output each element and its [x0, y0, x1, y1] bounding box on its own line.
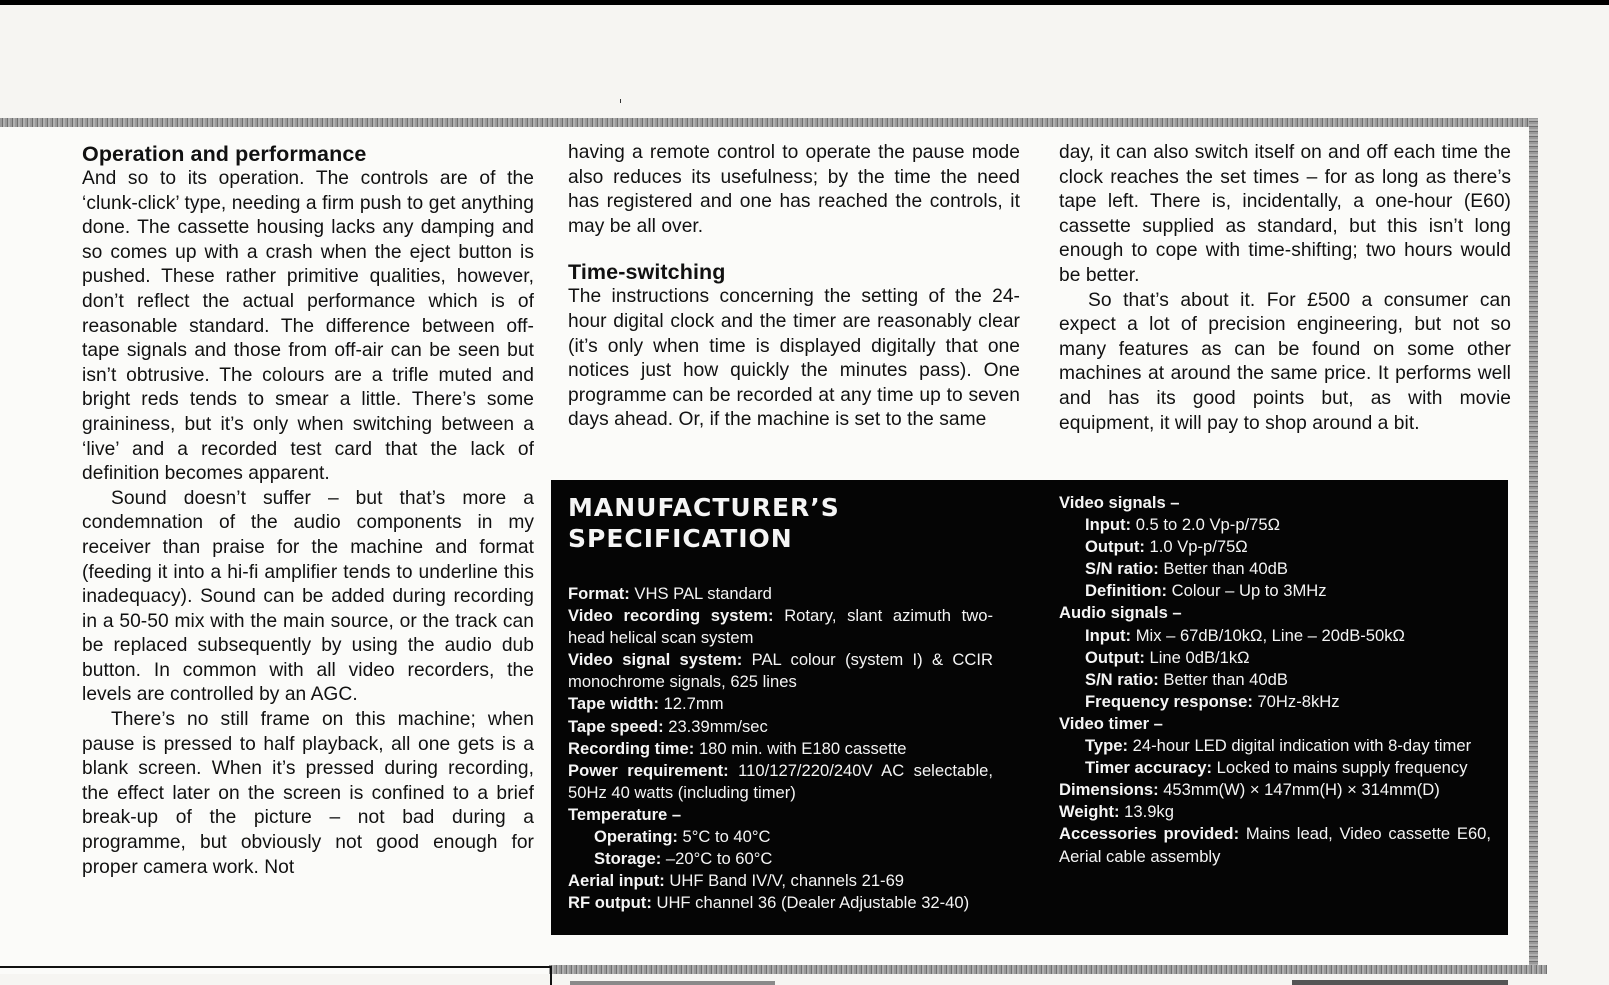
spec-label: Video timer – — [1059, 713, 1163, 733]
spec-label: Video signal system — [568, 650, 737, 670]
spec-label: Temperature – — [568, 804, 682, 824]
spec-item-video-sn-ratio — [1059, 558, 1491, 580]
label-separator: : — [1125, 625, 1136, 645]
spec-item-operating-temperature — [568, 826, 993, 848]
spec-value: 24-hour LED digital indication with 8-day timer — [1132, 736, 1472, 756]
spec-value: 12.7mm — [663, 694, 724, 714]
spec-value: –20°C to 60°C — [665, 849, 773, 869]
spec-group-video-timer — [1059, 713, 1491, 735]
spec-label: Timer accuracy — [1085, 758, 1207, 778]
spec-value: Mix – 67dB/10kΩ, Line – 20dB-50kΩ — [1135, 625, 1405, 645]
spec-item-tape-speed — [568, 716, 993, 738]
next-article-strip — [1292, 980, 1508, 985]
label-separator: : — [1247, 691, 1258, 711]
article-column-3 — [1059, 141, 1511, 436]
label-separator: : — [1139, 647, 1150, 667]
spec-item-audio-sn-ratio — [1059, 669, 1491, 691]
label-separator: : — [1125, 515, 1136, 535]
spec-label: Storage — [594, 849, 656, 869]
body-paragraph: There’s no still frame on this machine; when pause is pressed to half playback, all one gets is a blank screen. When it’s pressed during recording, the effect later on the screen is confined to a brief break-up of the picture – not bad during a programme, but obviously not good enough for proper camera work. Not — [82, 709, 534, 878]
spec-item-video-input — [1059, 514, 1491, 536]
label-separator: : — [653, 694, 664, 714]
spec-value: Better than 40dB — [1163, 559, 1288, 579]
spec-value: Locked to mains supply frequency — [1216, 758, 1468, 778]
spec-value: Line 0dB/1kΩ — [1149, 647, 1250, 667]
spec-left-column — [568, 583, 993, 914]
spec-value: Rotary, slant azimuth two-head helical scan system — [568, 606, 993, 648]
spec-label: Power requirement — [568, 760, 724, 780]
spec-value: 110/127/220/240V AC selectable, 50Hz 40 watts (including timer) — [568, 760, 993, 802]
label-separator: : — [624, 584, 635, 603]
spec-group-audio-signals — [1059, 602, 1491, 624]
spec-label: Accessories provided — [1059, 824, 1234, 844]
spec-value: 453mm(W) × 147mm(H) × 314mm(D) — [1163, 780, 1440, 800]
label-separator: : — [1233, 824, 1246, 844]
label-separator: : — [672, 827, 683, 847]
body-paragraph: So that’s about it. For £500 a consumer can expect a lot of precision engineering, but not so many features as can be found on some other machines at around the same price. It performs well and has its good points but, as with movie equipment, it will pay to shop around a bit. — [1059, 289, 1511, 434]
article-column-2 — [568, 141, 1020, 433]
spec-value: PAL colour (system I) & CCIR monochrome signals, 625 lines — [568, 650, 993, 692]
spec-item-accessories — [1059, 823, 1491, 867]
spec-item-storage-temperature — [568, 848, 993, 870]
manufacturer-specification-box — [551, 480, 1508, 935]
label-separator: : — [1206, 758, 1217, 778]
spec-group-video-signals — [1059, 492, 1491, 514]
article-frame-bottom-border — [549, 965, 1547, 974]
print-speck — [620, 99, 621, 103]
spec-label: Input — [1085, 515, 1126, 535]
spec-value: Colour – Up to 3MHz — [1171, 581, 1327, 601]
body-paragraph: Sound doesn’t suffer – but that’s more a condemnation of the audio components in my receiver than praise for the machine and format (feeding it into a hi-fi amplifier tends to underline this inadequacy). Sound can be added during recording in a 50-50 mix with the main source, or the track can be replaced subsequently by using the audio dub button. In common with all video recorders, the levels are controlled by an AGC. — [82, 487, 534, 706]
label-separator: : — [1114, 802, 1125, 822]
spec-item-audio-input — [1059, 625, 1491, 647]
body-paragraph: having a remote control to operate the pause mode also reduces its usefulness; by the time the need has registered and one has reached the controls, it may be all over. — [568, 142, 1020, 237]
spec-title-line: MANUFACTURER’S — [568, 493, 840, 522]
label-separator: : — [723, 760, 739, 780]
spec-item-aerial-input — [568, 870, 993, 892]
label-separator: : — [1161, 581, 1172, 601]
spec-title-line: SPECIFICATION — [568, 524, 793, 553]
page-top-edge — [0, 0, 1609, 5]
spec-item-frequency-response — [1059, 691, 1491, 713]
label-separator: : — [659, 871, 670, 891]
label-separator: : — [767, 606, 785, 626]
spec-title — [568, 492, 968, 554]
spec-item-video-output — [1059, 536, 1491, 558]
label-separator: : — [646, 893, 657, 913]
spec-value: VHS PAL standard — [634, 584, 772, 603]
spec-label: S/N ratio — [1085, 669, 1154, 689]
body-paragraph: And so to its operation. The controls are of the ‘clunk-click’ type, needing a firm push to get anything done. The cassette housing lacks any damping and so comes up with a crash when the eject button is pushed. These rather primitive qualities, however, don’t reflect the actual performance which is of reasonable standard. The difference between off-tape signals and those from off-air can be seen but isn’t obtrusive. The colours are a trifle muted and bright reds tends to smear a little. There’s some graininess, but it’s only when switching between a ‘live’ and a recorded test card that the lack of definition becomes apparent. — [82, 168, 534, 485]
article-column-1 — [82, 141, 534, 880]
spec-item-weight — [1059, 801, 1491, 823]
spec-label: RF output — [568, 893, 647, 913]
spec-value: 23.39mm/sec — [668, 716, 768, 736]
next-article-left-border — [0, 966, 552, 985]
spec-label: Input — [1085, 625, 1126, 645]
spec-label: Tape width — [568, 694, 654, 714]
spec-item-video-signal-system — [568, 649, 993, 693]
body-paragraph: day, it can also switch itself on and off each time the clock reaches the set times – for as long as there’s tape left. There is, incidentally, a one-hour (E60) cassette supplied as standard, but this isn’t long enough to cope with time-shifting; two hours would be better. — [1059, 142, 1511, 286]
spec-label: Frequency response — [1085, 691, 1248, 711]
spec-label: Output — [1085, 647, 1140, 667]
spec-value: 180 min. with E180 cassette — [698, 738, 907, 758]
spec-item-dimensions — [1059, 779, 1491, 801]
spec-item-recording-time — [568, 738, 993, 760]
label-separator: : — [1122, 736, 1133, 756]
spec-item-audio-output — [1059, 647, 1491, 669]
spec-label: S/N ratio — [1085, 559, 1154, 579]
spec-value: 13.9kg — [1124, 802, 1174, 822]
spec-label: Tape speed — [568, 716, 659, 736]
spec-item-timer-accuracy — [1059, 757, 1491, 779]
spec-label: Audio signals – — [1059, 603, 1182, 623]
spec-item-rf-output — [568, 892, 993, 914]
spec-label: Weight — [1059, 802, 1114, 822]
spec-value: 0.5 to 2.0 Vp-p/75Ω — [1135, 515, 1281, 535]
spec-value: Better than 40dB — [1163, 669, 1288, 689]
label-separator: : — [1153, 669, 1164, 689]
spec-value: UHF Band IV/V, channels 21-69 — [669, 871, 905, 891]
spec-label: Recording time — [568, 738, 689, 758]
spec-item-video-recording-system — [568, 605, 993, 649]
label-separator: : — [1139, 537, 1150, 557]
section-heading-time-switching: Time-switching — [568, 260, 726, 285]
spec-item-power-requirement — [568, 760, 993, 804]
spec-value: UHF channel 36 (Dealer Adjustable 32-40) — [656, 893, 970, 913]
spec-label: Definition — [1085, 581, 1162, 601]
spec-value: Mains lead, Video cassette E60, Aerial cable assembly — [1059, 824, 1492, 866]
label-separator: : — [655, 849, 666, 869]
spec-label: Operating — [594, 827, 673, 847]
label-separator: : — [736, 650, 752, 670]
spec-label: Output — [1085, 537, 1140, 557]
spec-item-format — [568, 583, 993, 605]
body-paragraph: The instructions concerning the setting of the 24-hour digital clock and the timer are reasonably clear (it’s only when time is displayed digitally that one notices just how quickly the minutes pass). One programme can be recorded at any time up to seven days ahead. Or, if the machine is set to the same — [568, 286, 1020, 431]
spec-value: 70Hz-8kHz — [1257, 691, 1340, 711]
spec-value: 5°C to 40°C — [682, 827, 771, 847]
spec-group-temperature — [568, 804, 993, 826]
spec-label: Dimensions — [1059, 780, 1154, 800]
spec-right-column — [1059, 492, 1491, 868]
spec-item-video-definition — [1059, 580, 1491, 602]
label-separator: : — [658, 716, 669, 736]
label-separator: : — [1153, 559, 1164, 579]
spec-item-tape-width — [568, 693, 993, 715]
section-heading-operation: Operation and performance — [82, 142, 367, 166]
spec-label: Type — [1085, 736, 1123, 756]
spec-item-timer-type — [1059, 735, 1491, 757]
spec-label: Video signals – — [1059, 493, 1180, 512]
next-article-strip — [570, 981, 775, 985]
label-separator: : — [688, 738, 699, 758]
spec-label: Aerial input — [568, 871, 660, 891]
label-separator: : — [1153, 780, 1164, 800]
spec-label: Video recording system — [568, 606, 768, 626]
spec-value: 1.0 Vp-p/75Ω — [1149, 537, 1248, 557]
spec-label: Format — [568, 584, 625, 603]
